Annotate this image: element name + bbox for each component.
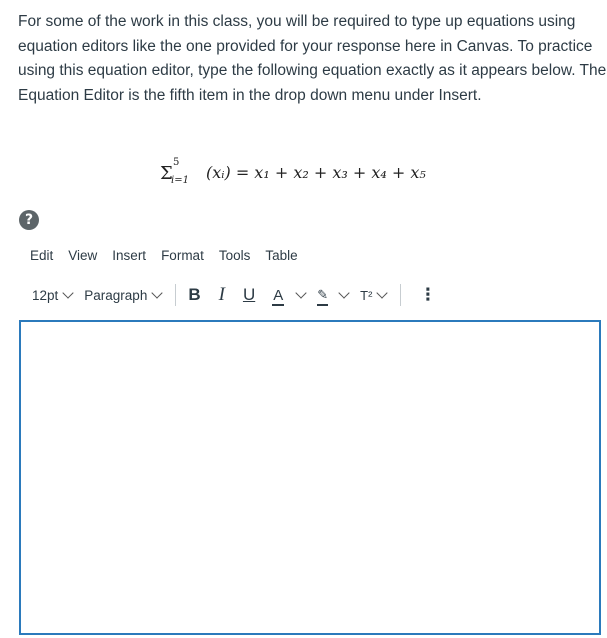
menu-edit[interactable]: Edit (30, 248, 54, 263)
chevron-down-icon (152, 287, 163, 298)
sigma-symbol: Σ (160, 163, 173, 184)
help-icon[interactable]: ? (19, 210, 39, 230)
superscript-button[interactable] (360, 288, 386, 303)
text-color-button[interactable] (273, 287, 305, 304)
underline-button[interactable]: U (242, 285, 256, 304)
block-format-dropdown[interactable] (84, 288, 161, 303)
text-color-icon: A (273, 286, 284, 304)
chevron-down-icon (338, 287, 349, 298)
block-format-label: Paragraph (84, 287, 148, 303)
italic-button[interactable]: I (218, 284, 225, 305)
sum-lower-limit: i=1 (171, 175, 189, 186)
highlight-color-button[interactable] (317, 287, 348, 303)
menu-format[interactable]: Format (161, 248, 204, 263)
highlight-pen-icon: ✎ (317, 287, 329, 302)
font-size-label: 12pt (32, 287, 59, 303)
sum-upper-limit: 5 (173, 157, 180, 168)
chevron-down-icon (296, 287, 307, 298)
chevron-down-icon (377, 287, 388, 298)
editor-menubar (30, 248, 298, 263)
toolbar-divider (400, 284, 401, 306)
menu-view[interactable]: View (68, 248, 98, 263)
toolbar-divider (175, 284, 176, 306)
equation-expression: (xᵢ) = x₁ + x₂ + x₃ + x₄ + x₅ (206, 163, 426, 182)
bold-button[interactable]: B (188, 285, 201, 304)
chevron-down-icon (63, 287, 74, 298)
menu-table[interactable]: Table (265, 248, 298, 263)
superscript-icon: T² (360, 287, 373, 303)
rich-text-editor-area[interactable] (19, 320, 601, 635)
editor-toolbar (32, 283, 436, 307)
menu-tools[interactable]: Tools (218, 248, 251, 263)
font-size-dropdown[interactable] (32, 288, 72, 303)
question-prompt: For some of the work in this class, you will be required to type up equations using equation editors like the one provided for your response here in Canvas. To practice using this equation editor, type the following equation exactly as it appears below. The Equation Editor is the fifth item in the drop down menu under Insert. (18, 13, 607, 104)
menu-insert[interactable]: Insert (112, 248, 147, 263)
more-options-icon[interactable]: ⋮ (419, 285, 437, 304)
